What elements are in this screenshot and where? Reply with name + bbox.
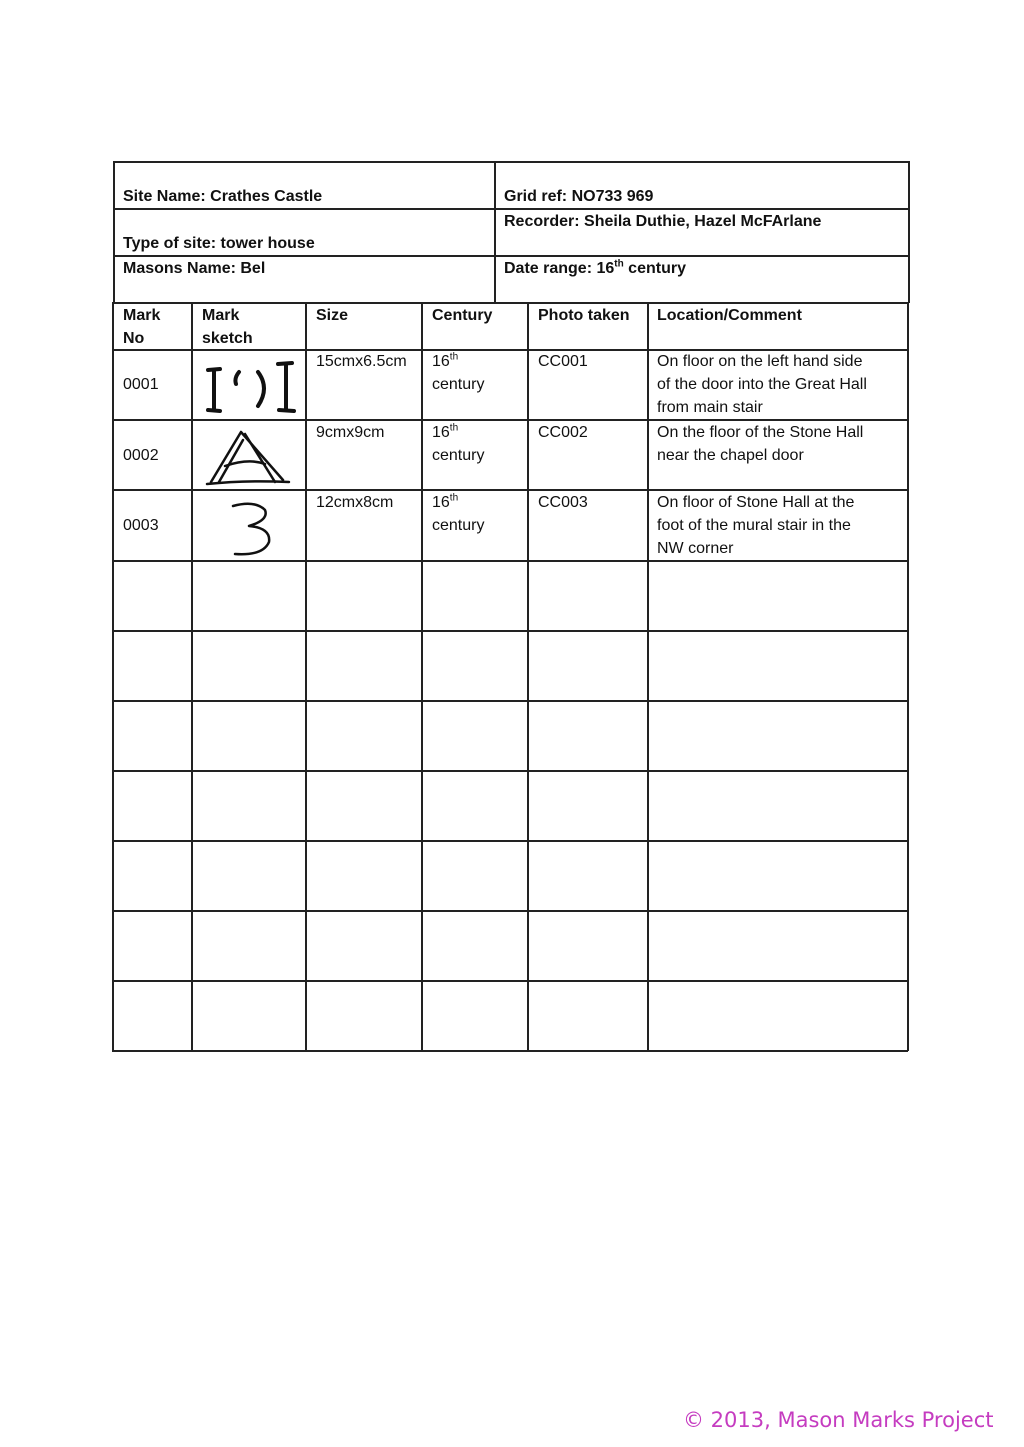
row1-mark-sketch [200,358,300,418]
row1-size: 15cmx6.5cm [316,353,407,370]
table-col-rule [305,302,307,1051]
col-header-size: Size [316,307,349,324]
site-name: Site Name: Crathes Castle [123,188,323,205]
table-col-rule [907,302,909,1051]
col-header-sketch [202,304,253,350]
row3-photo: CC003 [538,494,588,511]
table-col-rule [421,302,423,1051]
row2-century-num: 16 [432,424,450,441]
col-header-photo: Photo taken [538,307,630,324]
table-row-rule [112,840,908,842]
row2-size: 9cmx9cm [316,424,385,441]
row2-location-line: On the floor of the Stone Hall [657,424,864,441]
table-row-rule [112,770,908,772]
row1-mark-no: 0001 [123,376,159,393]
row3-century-sup: th [449,492,459,504]
table-col-rule [191,302,193,1051]
row1-location-line: On floor on the left hand side [657,353,863,370]
masons-name: Masons Name: Bel [123,260,266,277]
copyright-notice: © 2013, Mason Marks Project [683,1408,994,1432]
col-header-sketch-line1: Mark [202,307,240,324]
row3-size: 12cmx8cm [316,494,394,511]
row1-century-word: century [432,376,485,393]
row3-location-line: foot of the mural stair in the [657,517,851,534]
header-right-rule [908,161,910,303]
row1-photo: CC001 [538,353,588,370]
col-header-mark-no-line1: Mark [123,307,161,324]
table-row-rule [112,630,908,632]
row1-century [432,350,484,396]
date-range [504,257,686,280]
row2-location [657,421,863,467]
table-row-rule [112,910,908,912]
row3-location-line: On floor of Stone Hall at the [657,494,855,511]
row1-century-num: 16 [432,353,450,370]
row3-century-word: century [432,517,485,534]
row1-century-sup: th [449,351,459,363]
row3-location-line: NW corner [657,540,734,557]
table-col-rule [112,302,114,1051]
row3-mark-no: 0003 [123,517,159,534]
row3-century [432,491,484,537]
row3-century-num: 16 [432,494,450,511]
table-row-rule [112,700,908,702]
col-header-mark-no-line2: No [123,330,145,347]
col-header-mark-no [123,304,160,350]
grid-ref: Grid ref: NO733 969 [504,188,654,205]
row2-photo: CC002 [538,424,588,441]
row1-location-line: of the door into the Great Hall [657,376,867,393]
col-header-century: Century [432,307,493,324]
table-row-rule [112,980,908,982]
header-top-rule [113,161,909,163]
table-col-rule [527,302,529,1051]
row2-location-line: near the chapel door [657,447,804,464]
date-range-sup: th [614,258,624,270]
header-left-rule [113,161,115,303]
recorder: Recorder: Sheila Duthie, Hazel McFArlane [504,213,822,230]
row2-century [432,421,484,467]
row2-mark-no: 0002 [123,447,159,464]
table-col-rule [647,302,649,1051]
row2-century-sup: th [449,422,459,434]
col-header-sketch-line2: sketch [202,330,253,347]
table-row-rule [112,560,908,562]
row1-location [657,350,867,419]
col-header-location: Location/Comment [657,307,802,324]
row3-mark-sketch [225,500,285,560]
table-bottom-rule [112,1050,908,1052]
date-range-suffix: century [623,260,686,277]
row3-location [657,491,854,560]
header-middle-rule [494,161,496,303]
type-of-site: Type of site: tower house [123,235,315,252]
row2-mark-sketch [205,428,295,488]
row1-location-line: from main stair [657,399,763,416]
row2-century-word: century [432,447,485,464]
date-range-prefix: Date range: 16 [504,260,615,277]
